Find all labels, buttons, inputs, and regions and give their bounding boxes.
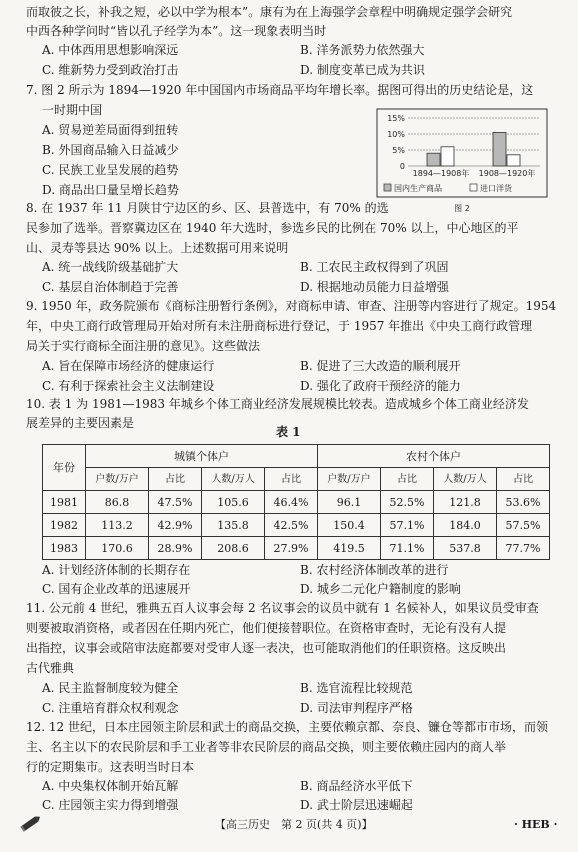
table-cell: 1981 [43, 491, 86, 514]
q6-stem-line2: 中西各种学问时“皆以孔子经学为本”。这一现象表明当时 [26, 24, 327, 38]
q12-stem-line2: 主、名主以下的农民阶层和手工业者等非农民阶层的商品交换，则主要依赖庄园内的商人举 [26, 740, 507, 754]
chart-bar [441, 147, 454, 166]
table-cell: 52.5% [381, 491, 434, 514]
q11-option-c: C. 注重培育群众权利观念 [42, 701, 179, 715]
q9-stem-line1: 9. 1950 年，政务院颁布《商标注册暂行条例》，对商标申请、审查、注册等内容进行了规定。1954 [26, 299, 557, 313]
table-cell: 77.7% [497, 537, 550, 560]
q12-option-d: D. 武士阶层迅速崛起 [300, 798, 413, 812]
table-subhead: 人数/万人 [433, 468, 496, 491]
table-cell: 57.5% [497, 514, 550, 537]
chart-bar [507, 155, 520, 166]
table-head-year: 年份 [43, 445, 86, 491]
table-cell: 208.6 [201, 537, 264, 560]
table-cell: 419.5 [317, 537, 380, 560]
table-cell: 47.5% [149, 491, 202, 514]
q6-option-d: D. 制度变革已成为共识 [300, 63, 425, 77]
q6-option-c: C. 维新势力受到政治打击 [42, 63, 179, 77]
table-cell: 150.4 [317, 514, 380, 537]
table-cell: 86.8 [86, 491, 149, 514]
table-subhead: 占比 [149, 468, 202, 491]
q9-stem-line3: 局关于实行商标全面注册的意见》。这些做法 [26, 339, 261, 353]
chart-bar [427, 153, 440, 166]
table-cell: 27.9% [265, 537, 318, 560]
table-subhead: 人数/万人 [201, 468, 264, 491]
x-tick-label: 1908—1920年 [478, 169, 536, 178]
q10-stem-line1: 10. 表 1 为 1981—1983 年城乡个体工商业经济发展规模比较表。造成城乡个体工商业经济发 [26, 397, 529, 411]
table-cell: 135.8 [201, 514, 264, 537]
table-cell: 42.9% [149, 514, 202, 537]
q10-stem-line2: 展差异的主要因素是 [26, 416, 135, 430]
legend-label: 国内生产商品 [394, 184, 442, 193]
figure-caption: 图 2 [454, 204, 470, 213]
table-cell: 57.1% [381, 514, 434, 537]
q8-option-b: B. 工农民主政权得到了巩固 [300, 260, 449, 274]
q11-stem-line4: 古代雅典 [26, 661, 75, 675]
q9-option-a: A. 旨在保障市场经济的健康运行 [42, 359, 215, 373]
q8-stem-line2: 民参加了选举。晋察冀边区在 1940 年大选时，参选乡民的比例在 70% 以上，中心地区的平 [26, 221, 519, 235]
q6-stem-line1: 而取彼之长，补我之短，必以中学为根本”。康有为在上海强学会章程中明确规定强学会研究 [26, 5, 513, 19]
legend-swatch [470, 184, 477, 191]
q11-stem-line3: 出指控，议事会或陪审法庭都要对受审人逐一表决，也可能取消他们的任职资格。这反映出 [26, 641, 507, 655]
q9-option-b: B. 促进了三大改造的顺利展开 [300, 359, 461, 373]
legend-label: 进口洋货 [480, 184, 512, 193]
table-cell: 46.4% [265, 491, 318, 514]
table-subhead: 占比 [381, 468, 434, 491]
table-cell: 42.5% [265, 514, 318, 537]
q12-option-b: B. 商品经济水平低下 [300, 779, 413, 793]
q7-option-c: C. 民族工业呈发展的趋势 [42, 163, 179, 177]
table-1 [42, 444, 550, 560]
q8-stem-line3: 山、灵寿等县达 90% 以上。上述数据可用来说明 [26, 241, 289, 255]
figure-2-chart [376, 108, 548, 216]
table-cell: 121.8 [433, 491, 496, 514]
table-subhead: 占比 [497, 468, 550, 491]
table-subhead: 户数/万户 [317, 468, 380, 491]
table-cell: 28.9% [149, 537, 202, 560]
table-header-row [43, 445, 550, 468]
table-subheader-row [43, 468, 550, 491]
q12-option-c: C. 庄园领主实力得到增强 [42, 798, 179, 812]
table-subhead: 户数/万户 [86, 468, 149, 491]
q11-option-b: B. 选官流程比较规范 [300, 681, 413, 695]
q7-option-a: A. 贸易逆差局面得到扭转 [42, 123, 179, 137]
footer-code: · HEB · [514, 818, 558, 831]
y-tick-label: 15% [387, 114, 405, 123]
q11-option-d: D. 司法审判程序严格 [300, 701, 413, 715]
q12-stem-line1: 12. 12 世纪，日本庄园领主阶层和武士的商品交换，主要依赖京都、奈良、镰仓等都市市场，而领 [26, 720, 548, 734]
q7-stem-line1: 7. 图 2 所示为 1894—1920 年中国国内市场商品平均年增长率。据图可得出的历史结论是，这 [26, 83, 534, 97]
table-cell: 537.8 [433, 537, 496, 560]
x-tick-label: 1894—1908年 [412, 169, 470, 178]
q12-option-a: A. 中央集权体制开始瓦解 [42, 779, 179, 793]
q9-option-d: D. 强化了政府干预经济的能力 [300, 379, 461, 393]
q8-option-c: C. 基层自治体制趋于完善 [42, 280, 179, 294]
table-head-urban: 城镇个体户 [86, 445, 318, 468]
bar-chart-svg [376, 108, 548, 216]
table-cell: 53.6% [497, 491, 550, 514]
table-head-rural: 农村个体户 [317, 445, 549, 468]
q8-option-d: D. 根据地动员能力日益增强 [300, 280, 449, 294]
q7-option-b: B. 外国商品输入日益减少 [42, 143, 179, 157]
table-cell: 1982 [43, 514, 86, 537]
q9-stem-line2: 年，中央工商行政管理局开始对所有未注册商标进行登记，于 1957 年推出《中央工商行政管理 [26, 319, 533, 333]
table-cell: 96.1 [317, 491, 380, 514]
q12-stem-line3: 行的定期集市。这表明当时日本 [26, 760, 195, 774]
q8-option-a: A. 统一战线阶级基础扩大 [42, 260, 179, 274]
q6-option-b: B. 洋务派势力依然强大 [300, 43, 425, 57]
y-tick-label: 0 [399, 162, 405, 171]
q9-option-c: C. 有利于探索社会主义法制建设 [42, 379, 215, 393]
table-cell: 105.6 [201, 491, 264, 514]
q7-option-d: D. 商品出口量呈增长趋势 [42, 183, 179, 197]
table-cell: 184.0 [433, 514, 496, 537]
table-subhead: 占比 [265, 468, 318, 491]
q10-option-a: A. 计划经济体制的长期存在 [42, 563, 191, 577]
chart-bar [493, 132, 506, 166]
q11-stem-line1: 11. 公元前 4 世纪，雅典五百人议事会每 2 名议事会的议员中就有 1 名候补人，如果议员受审查 [26, 601, 539, 615]
footer-page-info: 【高三历史 第 2 页(共 4 页)】 [215, 818, 373, 831]
table-cell: 113.2 [86, 514, 149, 537]
table-1-title: 表 1 [276, 425, 301, 439]
table-row [43, 514, 550, 537]
table-row [43, 537, 550, 560]
q10-option-b: B. 农村经济体制改革的进行 [300, 563, 449, 577]
table-row [43, 491, 550, 514]
y-tick-label: 10% [387, 130, 405, 139]
q8-stem-line1: 8. 在 1937 年 11 月陕甘宁边区的乡、区、县普选中，有 70% 的选 [26, 201, 389, 215]
q6-option-a: A. 中体西用思想影响深远 [42, 43, 179, 57]
q10-option-d: D. 城乡二元化户籍制度的影响 [300, 582, 461, 596]
pencil-icon [20, 814, 42, 837]
q11-option-a: A. 民主监督制度较为健全 [42, 681, 179, 695]
q10-option-c: C. 国有企业改革的迅速展开 [42, 582, 191, 596]
table-cell: 71.1% [381, 537, 434, 560]
y-tick-label: 5% [392, 146, 405, 155]
table-cell: 170.6 [86, 537, 149, 560]
table-cell: 1983 [43, 537, 86, 560]
legend-swatch [384, 184, 391, 191]
q7-stem-line2: 一时期中国 [42, 103, 103, 117]
q11-stem-line2: 则要被取消资格，或者因在任期内死亡，他们便接替职位。在资格审查时，无论有没有人提 [26, 621, 507, 635]
